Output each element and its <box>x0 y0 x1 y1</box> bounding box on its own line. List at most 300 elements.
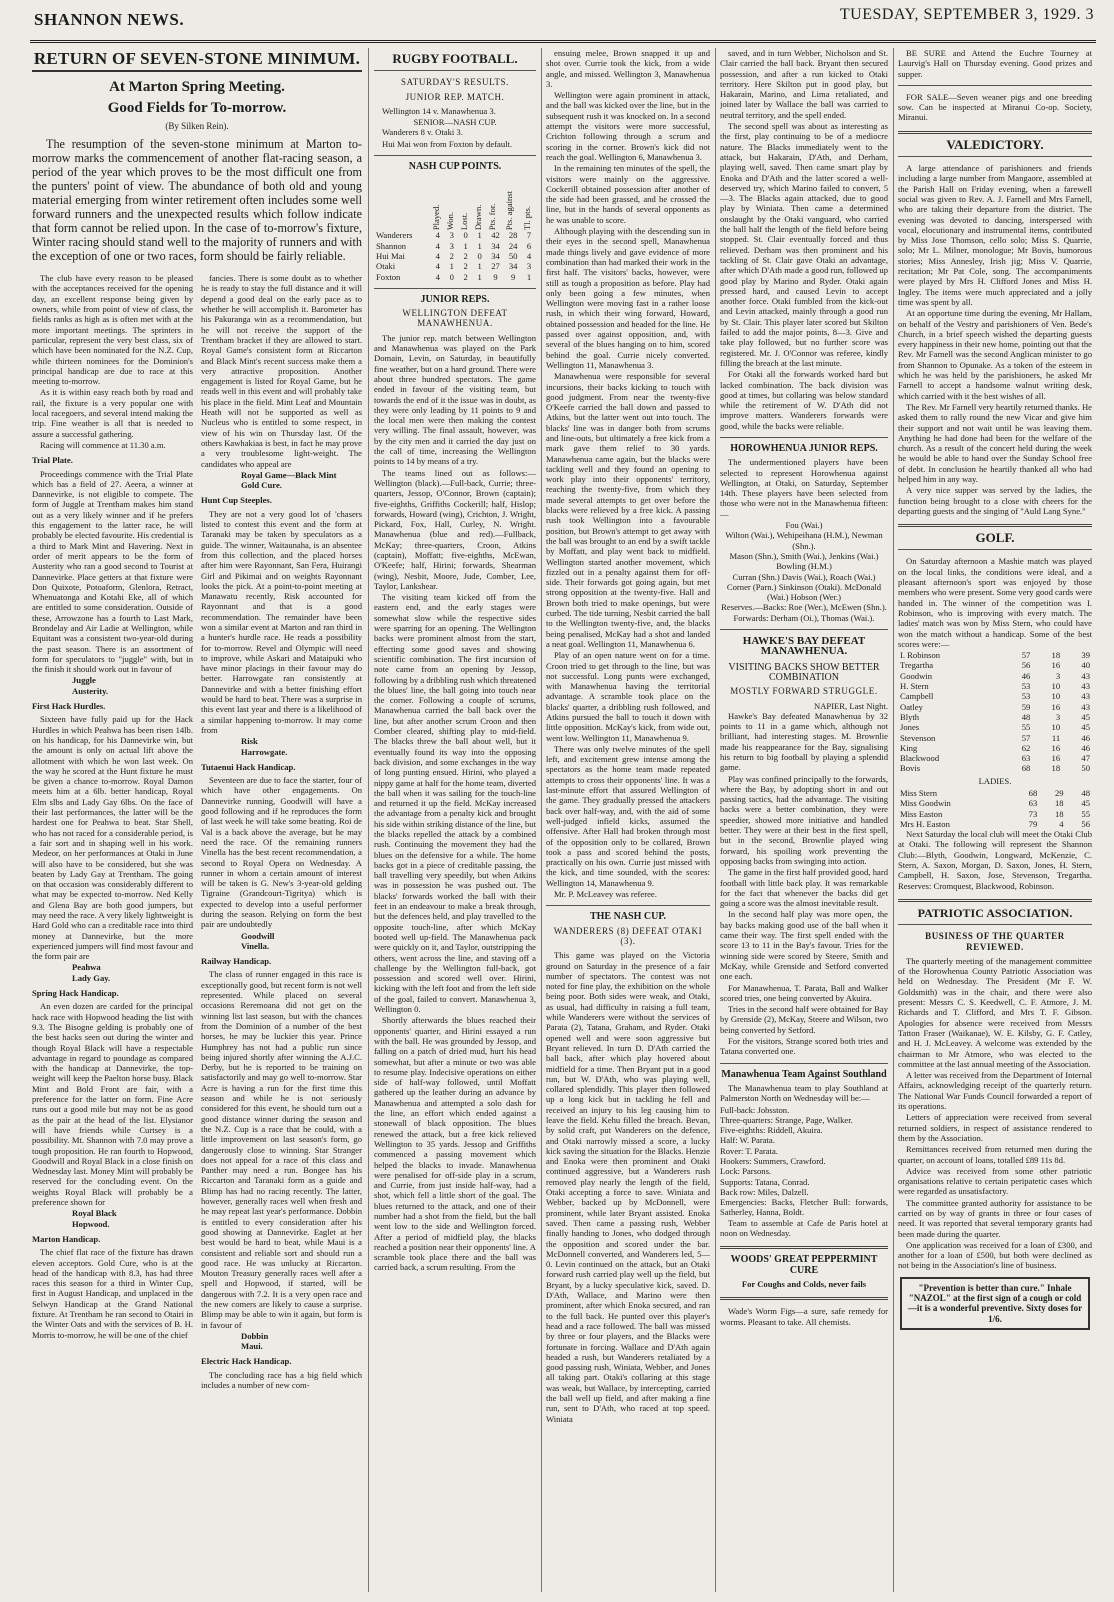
list-item: Half: W. Parata. <box>720 1135 775 1146</box>
railway-tip-2: Maui. <box>241 1341 263 1352</box>
col4-p3: For Otaki all the forwards worked hard but lacked combination. The back division was good at times, but collaring was below standard while the retirement of W. D'Ath did not improve matters. Wanderers forwards were good, while the backs were reliable. <box>720 369 888 431</box>
score-cell: 46 <box>1021 670 1031 681</box>
table-row <box>898 819 1092 829</box>
mw-p1: The Manawhenua team to play Southland at Palmerston North on Wednesday will be:— <box>720 1082 888 1104</box>
score-cell: 45 <box>1081 711 1090 722</box>
cell: 50 <box>508 250 518 261</box>
marton-tip-2: Gold Cure. <box>241 480 282 491</box>
drule <box>720 1246 888 1249</box>
worm-figs-ad: Wade's Worm Figs—a sure, safe remedy for worms. Pleasant to take. All chemists. <box>720 1306 888 1327</box>
rugby-column-3 <box>720 48 888 1592</box>
col-lost <box>459 176 473 230</box>
drule <box>898 524 1092 527</box>
first-hack-heading: First Hack Hurdles. <box>32 701 106 712</box>
cell: 24 <box>508 240 518 251</box>
junior-reps-p4: Shortly afterwards the blues reached their opponents' quarter, and Hirini essayed a run with the ball. He was grounded by Jessop, and falling on a patch of dried mud, hurt his head somewhat, but after a minute or two was able to resume play. Indecisive operations on either side of half-way followed, until Moffatt gathered up the leather during an advance by Manawhenua and attempted a solo dash for the line, an effort which ended against a stonewall of black opposition. The blues renewed the attack, but a free kick relieved Wellington to 35 yards. Jessop and Griffiths commenced a passing movement which helped the blacks to invade. Manawhenua were penalised for off-side play in a scrum, and Currie, from just inside half-way, had a shot, which fell a little short of the goal. The blues returned to the attack, and one of their number had a shot from the field, but the ball went low to the side and Wellington forced. After a period of midfield play, the blacks reached a position near their opponents' line. A scramble took place there and the ball was carried back, a scrum resulting. From the <box>374 1015 536 1273</box>
marton-heading: Marton Handicap. <box>32 1233 101 1244</box>
valedictory-p1: A large attendance of parishioners and friends including a large number from Mangaore, assembled at the Parish Hall on Friday evening, when a farewell social was given to Rev. A. J. Farnell and Mrs Farnell, who are taking their departure from the district. The evening was devoted to dancing, interspersed with vocal, elocutionary and instrumental items, contributed by Miss Jose Thomson, cello solo; Miss S. Quarrie, solo; Mr L. Milner, monologue; Mr Bovis, humorous stories; Miss Annesley, Irish jig; Miss V. Quarrie, recitation; Mr Pat Cole, song. The accompaniments were played by Mrs H. Clifford Jones and Miss H. Ingley. The items were much appreciated and a jolly time was spent by all. <box>898 163 1092 307</box>
patriotic-p4: Remittances received from returned men during the quarter, on account of loans, totalled £89 11s 8d. <box>898 1144 1092 1165</box>
spring-tip-1: Royal Black <box>72 1208 117 1219</box>
cell: 4 <box>526 250 532 261</box>
score-cell: 10 <box>1051 691 1061 702</box>
team-line: Reserves.—Backs: Roe (Wer.), McEwen (Shn.). Forwards: Derham (Oi.), Thomas (Wai.). <box>721 602 887 623</box>
cell: 9 <box>493 271 498 282</box>
col-pts-against <box>504 176 522 230</box>
spring-heading: Spring Hack Handicap. <box>32 988 119 999</box>
column-rule-2 <box>541 48 542 1592</box>
junior-reps-p3: The visiting team kicked off from the eastern end, and the early stages were somewhat slow while the respective sides were sparring for an opening. The Wellington backs were prominent almost from the start, effecting some good saves and showing scientific combination. The first incursion of note came from an opening by Jessop, following by a dribbling rush which threatened the blues' line, the ball going into touch near the corner. Following a couple of scrums, Manawhenua carried the ball back over the line, but after another scrum Croon and then Comber cleared, shifting play to mid-field. The blacks threw the ball about well, but it eventually found its way into the opposing back division, and some exchanges in the way of long punting ensued. Hirini, who played a nippy game at half for the home team, diverted the ball when it was sailing for the touch-line and returned it up the field. McKay increased the advantage from a penalty kick and brought his side within striking distance of the line, but the blacks repelled the attack by a combined rush. Continuing the movement they had the blues on the defensive for a while. The home backs got in a piece of creditable passing, the ball travelling very speedily, but when Atkins was in possession he was pushed out. The blacks' forwards worked the ball with their feet in an endeavour to make a break through, but the defences held, and play travelled to the opposite touch-line, after which McKay booted well up-field. The Manawhenua pack were quickly on it, and Taylor, outstripping the others, went across the line, and staving off a challenge by the Wellington full-back, got possession and scored well over. Hirini, kicking with the left foot and from the left side of the goal, failed to convert. Manawhenua 3, Wellington 0. <box>374 592 536 1015</box>
hb-p5: For Manawhenua, T. Parata, Ball and Walker scored tries, one being converted by Akuira. <box>720 982 888 1003</box>
cell: 34 <box>491 250 500 261</box>
team-name: Wanderers <box>376 230 413 241</box>
table-row <box>898 702 1092 712</box>
team-line: Fou (Wai.) <box>785 520 823 531</box>
col3-p4: Although playing with the descending sun in their eyes in the second spell, Manawhenua made things lively and gave evidence of more combination than had marked their work in the first half. The visitors' backs, however, were still as tough a proposition as before. Play had only been going a few minutes, when Wellington were moving fast in a rather loose rush, in which their wing forward, Howard, obtained possession and headed for the line. He passed over against opposition, and, with several of the blues hanging on to him, scored behind the goal. Currie nicely converted. Wellington 11, Manawhenua 3. <box>546 226 710 370</box>
score-cell: 16 <box>1051 660 1061 671</box>
golf-men-scores <box>898 650 1092 774</box>
table-row <box>898 753 1092 763</box>
drule <box>898 899 1092 902</box>
rule <box>898 85 1092 86</box>
col3-p3: In the remaining ten minutes of the spell, the visitors were mainly on the aggressive. Cockerill obtained possession after another of the side had been grassed, and he crossed the line, but in the hands of several opponents as he was unable to score. <box>546 163 710 225</box>
horowhenua-heading: HOROWHENUA JUNIOR REPS. <box>730 442 878 454</box>
player-name: King <box>900 742 918 753</box>
score-cell: 3 <box>1055 670 1061 681</box>
marton-cont: fancies. There is some doubt as to whether he is ready to stay the full distance and it will depend a good deal on the early pace as to whether he will accomplish it. Barometer has his Pakuranga win as a recommendation, but he will not receive the support of the Trentham bracket if they are allowed to start. Royal Game's consistent form at Riccarton and Black Mint's recent success make them a very attractive proposition. Another engagement is listed for Royal Game, but he reads well in this event and will probably take his place in the field. Mint Leaf and Mountain Heath will not be supported as well as Nucleus who is entitled to some respect, in view of his win on Thursday last. Of the others Kawhakiaa is best, in fact he may prove a very troublesome light-weight. The candidates who appeal are <box>201 273 362 469</box>
racing-headline: RETURN OF SEVEN-STONE MINIMUM. <box>33 49 361 68</box>
valedictory-p3: The Rev. Mr Farnell very heartily returned thanks. He asked them to rally round the new Vicar and give him their support and not wait until he was leaving them. Anything he had done had been for the welfare of the church. As a result of the concert held during the week he would be able to hand over the Sunday School free of debt. In conclusion he heartily thanked all who had helped him in any way. <box>898 401 1092 484</box>
hawkes-bay-subhead-1: VISITING BACKS SHOW BETTER COMBINATION <box>728 661 880 683</box>
manawhenua-team-heading: Manawhenua Team Against Southland <box>721 1068 887 1080</box>
score-cell: 68 <box>1021 763 1031 774</box>
rule <box>898 549 1092 550</box>
col3-p2: Wellington were again prominent in attack, and the ball was kicked over the line, but in the subsequent rush it was knocked on. In a second attempt the visitors were more successful, Crichton following through a scrum and scoring in the corner. Brown's kick did not reach the goal. Wellington 6, Manawhenua 3. <box>546 90 710 162</box>
masthead <box>34 6 1094 34</box>
railway-heading: Railway Handicap. <box>201 956 272 967</box>
table-row <box>374 261 536 271</box>
player-name: Miss Goodwin <box>900 798 951 809</box>
team-name: Shannon <box>376 240 407 251</box>
cell: 3 <box>449 230 454 241</box>
cell: 1 <box>477 230 482 241</box>
junior-reps-heading: JUNIOR REPS. <box>420 293 490 305</box>
score-cell: 55 <box>1021 722 1031 733</box>
mw-team-list <box>720 1105 888 1218</box>
col4-p2: The second spell was about as interesting as the first, play continuing to be of a mediocre nature. The Blacks immediately went to the attack, but Hakarain, D'Ath, and Derham, playing well, saved. Then came smart play by Enoka and D'Ath and the latter scored a well-deserved try, which Marino failed to convert, 5—3. The Blacks again attacked, due to good play by Winiata. Then came a determined onslaught by the Otaki vanguard, who carried the ball half the length of the field before being stopped. St. Clair eventually forced and thus relieved. Derham was then prominent and his tackling of St. Clair gave Otaki an advantage, after which D'Ath made a good run, followed up good play by Marino and Ryder. Otaki again pressed hard, and caused Levin to accept another force. Otaki fumbled from the kick-out and Levin attacked, mainly through a good run by St. Clair. This player later scored but Skilton failed to add the major points, 8—3. Give and take play followed, but no further score was registered. Mr. J. O'Connor was referee, kindly filling the breach at the last minute. <box>720 121 888 368</box>
racing-byline: (By Silken Rein). <box>165 120 229 131</box>
golf-p1: On Saturday afternoon a Mashie match was played on the local links, the conditions were ideal, and a pleasant afternoon's sport was enjoyed by those members who were present. Some very good cards were handed in. The winner of the competition was I. Robinson, who is improving with every match. The ladies' match was won by Miss Stern, who could have won the match without a handicap. Some of the best scores were:— <box>898 556 1092 649</box>
table-corner <box>374 176 431 230</box>
list-item: Rover: T. Parata. <box>720 1145 778 1156</box>
col3-p1: ensuing melee, Brown snapped it up and shot over. Currie took the kick, from a wide angle, and missed. Wellington 3, Manawhenua 3. <box>546 48 710 89</box>
rule <box>374 288 536 289</box>
score-cell: 79 <box>1028 818 1038 829</box>
hb-p7: For the visitors, Strange scored both tries and Tatana converted one. <box>720 1036 888 1057</box>
result-4: Hui Mai won from Foxton by default. <box>382 138 513 149</box>
team-line: Wilton (Wai.), Wehipeihana (H.M.), Newman (Shn.). <box>725 530 883 551</box>
trial-heading: Trial Plate. <box>32 455 73 466</box>
score-cell: 43 <box>1081 670 1090 681</box>
player-name: Bovis <box>900 763 921 774</box>
table-row <box>898 763 1092 773</box>
score-cell: 59 <box>1021 701 1031 712</box>
tutaenui-tip-2: Vinella. <box>241 940 270 951</box>
drule <box>720 1297 888 1300</box>
team-line: Mason (Shn.), Smith (Wai.), Jenkins (Wai.) <box>729 550 879 561</box>
hb-p6: Tries in the second half were obtained for Bay by Grenside (2), McKay, Steere and Wilson, two being converted by Setford. <box>720 1004 888 1035</box>
list-item: Five-eighths: Riddell, Akuira. <box>720 1125 823 1136</box>
racing-article <box>32 48 362 1592</box>
score-cell: 46 <box>1081 742 1090 753</box>
junior-rep-match: JUNIOR REP. MATCH. <box>405 91 505 102</box>
score-cell: 4 <box>1059 818 1064 829</box>
col4-p1: saved, and in turn Webber, Nicholson and St. Clair carried the ball back. Bryant then secured possession, and after a run kicked to Otaki territory. Here Skilton put in good play, but Hakarain, Marino, and Lima retaliated, and joined later by Wallace the ball was carried to neutral territory, and the spell ended. <box>720 48 888 120</box>
railway-text: The class of runner engaged in this race is exceptionally good, but recent form is not well represented. While placed on several occasions Reremoana did not get on the winning list last season, but with the chances from the Dominion of a number of the best horses, he may be luckier this year. Prince Humphrey has not had a public run since being injured shortly after winning the A.J.C. Derby, but he is reported to be training on satisfactorily and may go well to-morrow. Star Acre is having a run for the first time this season and while he is not seriously considered for this event, he should turn out a good distance winner during the season and the N.Z. Cup is a race that he could, with a little improvement on last season's form, go dangerously close to winning. Star Stranger does not appeal for a race of this class and Panther may need a run. Bongee has his Riccarton and Taranaki form as a guide and Blimp has had no racing recently. The latter, however, generally races well when fresh and he may repeat last year's performance. Dobbin is entitled to every consideration after his good showing at Dannevirke. Eaglet at her best would be hard to beat, while Maui is a consistent and reliable sort and should run a good race. He was unlucky at Riccarton. Mouton Treasury generally races well after a spell and Hopwood, if started, will be dangerous with 7.2. It is a very open race and the new comers are likely to cause a surprise. Blimp may be able to win it again, but form is in favour of <box>201 969 362 1330</box>
racing-header <box>32 49 362 72</box>
nazol-ad: "Prevention is better than cure." Inhale "NAZOL" at the first sign of a cough or cold—it is a wonderful preventive. Sixty doses for 1/6. <box>900 1277 1090 1330</box>
racing-col-b <box>201 273 362 1391</box>
col-pts-against-label: Pts. against <box>504 191 515 231</box>
cell: 1 <box>449 261 454 272</box>
team-name: Otaki <box>376 261 396 272</box>
cell: 34 <box>491 240 500 251</box>
cell: 3 <box>526 261 532 272</box>
score-cell: 18 <box>1051 763 1061 774</box>
racing-p1: The club have every reason to be pleased with the acceptances received for the opening day, an excellent response being given by owners, while from point of view of class, the fields ranks as high as is often met with at the more important meetings. The sprinters in particular, represent the very best class, six of which have been nominated for the N.Z. Cup, while thirteen nominees for the Dominion's principal handicap are due to race at this meeting to-morrow. <box>32 273 193 387</box>
score-cell: 3 <box>1055 711 1061 722</box>
nash-points-heading: NASH CUP POINTS. <box>408 161 502 173</box>
score-cell: 62 <box>1021 742 1031 753</box>
result-3: Wanderers 8 v. Otaki 3. <box>382 127 463 138</box>
hb-p3: The game in the first half provided good, hard football with little back play. It was remarkable for the fact that whenever the backs did get going a score was the almost inevitable result. <box>720 867 888 909</box>
patriotic-p6: The committee granted authority for assistance to be carried on by way of grants in three or four cases of need. It was reported that several temporary grants had been made during the quarter. <box>898 1197 1092 1239</box>
table-row <box>898 650 1092 660</box>
column-rule-1 <box>368 48 369 1592</box>
list-item: Supports: Tatana, Conrad. <box>720 1176 810 1187</box>
nash-cup-p1: This game was played on the Victoria ground on Saturday in the presence of a fair number of spectators. The contest was not noted for fine play, the exhibition on the whole being poor. Both sides were weak, and Otaki, as usual, had difficulty in raising a full team, while Wanderers were without the services of Parata (2), Tatana, Graham, and Ryder. Otaki opened well and were soon aggressive but Bryant relieved. In turn D. D'Ath carried the ball back, after which play hovered about midfield for a time. Then Bryant put in a good run, but W. D'Ath, who was playing well, collared splendidly. This player then followed up a long kick but in tackling he fell and received an injury to his leg causing him to leave the field. Kehu filled the breach. Bevan, by solid craft, put Wanderers on the defence, and Otaki narrowly missed a score, a lucky kick saving the situation for the Blacks. Henzie and Enoka were then prominent and Otaki continued aggressive, but a Wanderers rush removed play nearly the length of the field, Otaki accepting a force to save. Winiata and Webber, backed up by McDonnell, were prominent, while later Bryant assisted. Enoka saved. Then came a passing rush, Webber finally handing to Jones, who dodged through the opposition and scored under the bar. McDonnell converted, and Wanderers led, 5—0. Levin continued on the attack, but an Otaki forward rush carried play well up the field, but Bryant, by a lucky speculative kick, saved. D. D'Ath, Wallace, and Marino were then prominent, after which Enoka secured, and ran to the full back. He punted over this player's head and a race followed. The ball was missed by three or four players, and the Blacks were fortunate in forcing. Wallace and D'Ath again headed a rush, but Wanderers retaliated by a good passing rush, Winiata, Webber, and Jones all taking part. Otaki's collaring at this stage was weak, but Wallace, by intercepting, carried the ball well up field, and after making a fine run, sent to D'Ath, who raced at top speed. Winiata <box>546 950 710 1424</box>
score-cell: 57 <box>1021 732 1031 743</box>
score-cell: 50 <box>1081 763 1090 774</box>
patriotic-p3: Letters of appreciation were received from several returned soldiers, in respect of assistance rendered to them by the Association. <box>898 1112 1092 1143</box>
col-total-label: Tl. pts. <box>521 206 532 231</box>
patriotic-p1: The quarterly meeting of the management committee of the Horowhenua County Patriotic Association was held on Wednesday. The President (Mr F. W. Goldsmith) was in the chair, and there were also present: Messrs C. S. Keedwell, C. F. Atmore, J. M. Richards and T. Clifford, and Mrs T. F. Gibson. Apologies for absence were received from Messrs Tatton Fraser (Waikanae), W. E. Kilsby, G. F. Catley, and H. J. McLeavey. A welcome was extended by the chairman to Mr Atmore, who was elected to the committee at the last annual meeting of the Association. <box>898 955 1092 1069</box>
cell: 3 <box>449 240 454 251</box>
hawkes-bay-subhead-2: MOSTLY FORWARD STRUGGLE. <box>730 686 878 697</box>
table-row <box>898 798 1092 808</box>
euchre-ad: BE SURE and Attend the Euchre Tourney at Laurvig's Hall on Thursday evening. Good prizes and supper. <box>898 48 1092 79</box>
cell: 4 <box>435 250 440 261</box>
hunt-tip-1: Risk <box>241 736 258 747</box>
player-name: Tregartha <box>900 660 934 671</box>
col-lost-label: Lost. <box>458 212 469 231</box>
right-column <box>898 48 1092 1592</box>
valedictory-p2: At an opportune time during the evening, Mr Hallam, on behalf of the Vestry and parishioners of Ven. Bede's Church, in a brief speech wished the departing guests every happiness in their new home, pointing out that the Rev. Mr Farnell was the second Anglican minister to go from Shannon to Opunake. As a token of the esteem in which he was held by the parishioners, he asked Mr Farnell to accept a handsome walnut writing desk, which carried with it the best wishes of all. <box>898 308 1092 401</box>
table-row <box>898 691 1092 701</box>
score-cell: 39 <box>1081 650 1090 661</box>
table-row <box>374 241 536 251</box>
for-sale-ad: FOR SALE—Seven weaner pigs and one breeding sow. Can be inspected at Miranui Co-op. Society, Miranui. <box>898 91 1092 123</box>
rule <box>898 156 1092 157</box>
score-cell: 10 <box>1051 722 1061 733</box>
player-name: Goodwin <box>900 670 932 681</box>
score-cell: 18 <box>1055 808 1064 819</box>
score-cell: 43 <box>1081 701 1090 712</box>
score-cell: 48 <box>1081 788 1090 798</box>
list-item: Three-quarters: Strange, Page, Walker. <box>720 1114 853 1125</box>
drule <box>898 131 1092 134</box>
cell: 7 <box>526 230 532 241</box>
railway-tip-1: Dobbin <box>241 1330 269 1341</box>
score-cell: 43 <box>1081 681 1090 692</box>
masthead-rule <box>30 40 1096 43</box>
score-cell: 57 <box>1021 650 1031 661</box>
cell: 1 <box>463 240 468 251</box>
player-name: Miss Stern <box>900 788 938 798</box>
patriotic-p7: One application was received for a loan of £300, and another for a loan of £500, but both were declined as not being in the Association's line of business. <box>898 1239 1092 1271</box>
result-1: Wellington 14 v. Manawhenua 3. <box>382 105 496 116</box>
player-name: H. Stern <box>900 681 929 692</box>
score-cell: 40 <box>1081 660 1090 671</box>
electric-heading: Electric Hack Handicap. <box>201 1356 292 1367</box>
list-item: Lock: Parsons. <box>720 1166 772 1177</box>
team-line: Bowling (H.M.) <box>776 561 832 572</box>
horowhenua-p1: The undermentioned players have been selected to represent Horowhenua against Wellington, at Otaki, on Saturday, September 14th. These players have been selected from those who were not in the Manawhenua fifteen:— <box>720 457 888 519</box>
marton-text: The chief flat race of the fixture has drawn eleven acceptors. Gold Cure, who is at the head of the handicap with 8.3, has had three races this season for a third in Winter Cup, first in August Handicap, and unplaced in the Selwyn Handicap at the Grand National fixture. At Trentham he ran second to Otairi in the Winter Oats and with the services of B. H. Morris to-morrow, he will be one of the chief <box>32 1247 193 1340</box>
nash-cup-heading: THE NASH CUP. <box>589 911 667 923</box>
rule <box>374 70 536 71</box>
rugby-headline: RUGBY FOOTBALL. <box>392 51 518 66</box>
cell: 2 <box>463 261 468 272</box>
hunt-heading: Hunt Cup Steeples. <box>201 495 272 506</box>
player-name: Mrs H. Easton <box>900 818 950 829</box>
cell: 27 <box>491 261 500 272</box>
racing-p2: As it is within easy reach both by road and rail, the fixture is a very popular one with local racegoers, and several intend making the trip. Fine weather is all that is needed to assure a successful gathering. <box>32 387 193 439</box>
list-item: Back row: Miles, Dalzell. <box>720 1186 809 1197</box>
spring-text: An even dozen are carded for the principal hack race with Hopwood heading the list with 9.3. The Bisogne gelding is probably one of the best hacks seen out during the winter and though Royal Black will have a respectable advantage in regard to poundage as compared with the handicap at Dannevirke, the top-weight will keep the Paelton horse busy. Black Mint and Bold Front are fair, with a preference for the latter on form. Fine Acre runs out a good mile but may not be as good as the pair at the head of the list. Elysianor will have friends while Curtsey is a possibility. Mt. Shannon with 7.0 may prove a tough proposition. He ran fourth to Hopwood, Goodwill and Royal Black in a close finish on Wednesday last. Money Mint will probably be reserved for the concluding event. On the weights Royal Black will probably be a preference shown for <box>32 1001 193 1208</box>
column-rule-4 <box>893 48 894 1592</box>
player-name: Jones <box>900 722 920 733</box>
hb-p4: In the second half play was more open, the bay backs making good use of the ball when it came their way. The first spell ended with the score 13 to 11 in the Bay's favour. Tries for the winning side were scored by Steere, Smith and McKay, while Grenside and Setford converted one each. <box>720 909 888 982</box>
col-played <box>431 176 445 230</box>
team-name: Foxton <box>376 271 401 282</box>
score-cell: 16 <box>1051 753 1061 764</box>
cell: 0 <box>463 230 468 241</box>
table-row <box>898 809 1092 819</box>
score-cell: 16 <box>1051 742 1061 753</box>
score-cell: 18 <box>1055 798 1064 809</box>
cell: 0 <box>449 271 454 282</box>
rule <box>374 155 536 156</box>
patriotic-p2: A letter was received from the Department of Internal Affairs, acknowledging receipt of the quarterly return. The National War Funds Council forwarded a report of its operations. <box>898 1070 1092 1112</box>
score-cell: 46 <box>1081 732 1090 743</box>
cell: 0 <box>477 250 482 261</box>
rule <box>546 905 710 906</box>
cell: 1 <box>477 271 482 282</box>
col3-p5: Manawhenua were responsible for several incursions, their backs kicking to touch with good judgment. From near the twenty-five O'Keefe carried the ball down and passed to Atkins, but the latter went out into touch. The blacks' line was in danger both from scrums and line-outs, but ultimately a free kick from a mark gave them relief to 30 yards. Manawhenua came again, but the blacks were tackling well and they found an opening to work play into their opponents' territory, reaching the twenty-five, from which they made several attempts to get over before the blacks were relieved by a free kick. A passing rush took Wellington into a favourable position, but Brown's attempt to get away with the ball was brought to an end by a swift tackle by Moffatt, and play went back to midfield. Wellington started another movement, which fizzled out in a penalty against them for off-side. Their forwards got going again, but met strong opposition at the twenty-five. Hall and Brown both tried to make openings, but were curbed. The tide turning, Nesbit carried the ball to the Wellington twenty-five, and, the blacks being penalised, McKay had a shot and landed a neat goal. Wellington 11, Manawhenua 6. <box>546 371 710 649</box>
trial-tip-1: Juggle <box>72 675 96 686</box>
score-cell: 16 <box>1051 701 1061 712</box>
tutaenui-heading: Tutaenui Hack Handicap. <box>201 761 296 772</box>
col-won <box>445 176 459 230</box>
table-row <box>898 743 1092 753</box>
racing-subhead-1: At Marton Spring Meeting. <box>109 79 285 96</box>
col-total <box>522 176 536 230</box>
column-rule-3 <box>715 48 716 1592</box>
cell: 2 <box>463 250 468 261</box>
team-line: Curran (Shn.) Davis (Wai.), Roach (Wai.) <box>732 571 876 582</box>
col-pts-for-label: Pts. for. <box>486 203 497 231</box>
hunt-text: They are not a very good lot of 'chasers listed to contest this event and the form at Taranaki may be taken by speculators as a guide. The winner, Waitaunaha, is an absentee from this collection, and the placed horses after him were Rayonnant, San Fera, Huirangi Girl and Pikimai and on weights Rayonnant looks the pick. At a point-to-point meeting at Manawatu recently, Risk accounted for Rayonnant and that is a good recommendation. The remainder have been won a similar event at Marton and ran third in a hunter's hurdle race. He reads a possibility for to-morrow. Revel and Olympic will need to improve, while Askari and Mataipuki who have minor placings in their favour may do better. Harrowgate ran consistently at Dannevirke and with a better finishing effort would be hard to beat. There was a surprise in this event last year and there is a likelihood of a similar happening to-morrow. It may come from <box>201 508 362 735</box>
score-cell: 18 <box>1051 650 1061 661</box>
player-name: Blyth <box>900 711 920 722</box>
score-cell: 45 <box>1081 722 1090 733</box>
score-cell: 43 <box>1081 691 1090 702</box>
score-cell: 56 <box>1081 818 1090 829</box>
hawkes-bay-heading: HAWKE'S BAY DEFEAT MANAWHENUA. <box>742 635 866 658</box>
racing-p3: Racing will commence at 11.30 a.m. <box>40 439 166 450</box>
cell: 2 <box>463 271 468 282</box>
player-name: I. Robinson <box>900 650 941 661</box>
score-cell: 11 <box>1051 732 1061 743</box>
spring-tip-2: Hopwood. <box>72 1218 110 1229</box>
table-row <box>374 230 536 240</box>
rule <box>720 1063 888 1064</box>
col-played-label: Played. <box>430 204 441 231</box>
tutaenui-text: Seventeen are due to face the starter, four of which have other engagements. On Dannevirke running, Goodwill will have a good following and if he reproduces the form of last week he will take some beating. Roi de Val is a back above the average, but he may need the race. Of the remaining runners Vinella has the best recent recommendation, a second to Royal Opera on Wednesday. A runner in whom a certain amount of interest will be taken is G. New's 3-year-old gelding Tigraine (Grandcourt-Tigritya) which is expected to develop into a useful performer during the season. Relying on form the best pair are undoubtedly <box>201 775 362 930</box>
cell: 2 <box>449 250 454 261</box>
patriotic-p5: Advice was received from some other patriotic organisations relative to certain peripatetic cases which were regarded as unsatisfactory. <box>898 1165 1092 1197</box>
racing-subhead-2: Good Fields for To-morrow. <box>107 99 287 116</box>
score-cell: 56 <box>1021 660 1031 671</box>
cell: 1 <box>526 271 532 282</box>
list-item: Emergencies: Backs, Fletcher Bull: forwards, Satherley, Hanna, Boldt. <box>720 1197 888 1218</box>
score-cell: 10 <box>1051 681 1061 692</box>
first-hack-tip-2: Lady Gay. <box>72 972 111 983</box>
score-cell: 53 <box>1021 691 1031 702</box>
score-cell: 53 <box>1021 681 1031 692</box>
mw-note: Team to assemble at Cafe de Paris hotel at noon on Wednesday. <box>720 1217 888 1239</box>
racing-body <box>32 273 362 1391</box>
team-line: Corner (Parn.) Sinkinson (Otaki). McDonald (Wai.) Hobson (Wer.) <box>726 581 882 603</box>
cell: 28 <box>508 230 518 241</box>
woods-ad-heading: WOODS' GREAT PEPPERMINT CURE <box>730 1254 878 1276</box>
cell: 4 <box>435 261 440 272</box>
cell: 6 <box>526 240 532 251</box>
trial-text: Proceedings commence with the Trial Plate which has a field of 27. Aeera, a winner at Dannevirke, is not eligible to compete. The form of Juggle at Trentham makes him stand out as a very likely winner and if he prefers this engagement to the latter race, he will probably be elected favourite. His credential is a third to Mark Mint and Havering. Next in order of merit appears to be the form of Austerity who ran a good second to Tourist at Dannevirke. Place getters at that fixture were Don Quixote, Potoaform, Glenlora, Retract, Whenuatonga and Kotahi Eke, all of which are entitled to some consideration. Outside of these, Arrowzone has a fourth to Last Mark, Brondelay and Air Ladie at Wellington, while Equitant was a consistent two-year-old during the past season. There is an assortment of form for speculators to "juggle" with, but in the finish it should work out in favour of <box>32 468 193 675</box>
col-won-label: Won. <box>444 212 455 231</box>
col3-p7: There was only twelve minutes of the spell left, and excitement grew intense among the spectators as the home team made repeated attempts to cross their opponents' line. It was a last-minute effort that assured Wellington of the game. They gradually pressed the attackers back over half-way, and, with the aid of some well-judged infield kicks, assumed the offensive. After Hall had broken through most of the opposition only to be collared, Brown took a pass and scored behind the posts, practically on his own. Currie just missed with the kick, and time sounded, with the scores: Wellington 14, Manawhenua 9. <box>546 743 710 888</box>
rule <box>898 924 1092 925</box>
ladies-heading: LADIES. <box>978 775 1012 786</box>
player-name: Miss Easton <box>900 808 943 819</box>
first-hack-text: Sixteen have fully paid up for the Hack Hurdles in which Peahwa has been risen 14lb. on his handicap, for his Dannevirke win, but the amount is only on actual lift above the allotment with which he won last week. On the way he scored at the Hunt fixture he must be given a chance to-morrow. Royal Damon meets him at a 6lb. better handicap, Royal Elm slbs and Lady Gay 6lbs. On the face of their last performances, the latter will be the hardest one for Peahwa to beat. Star Shell, who has not raced for a considerable period, is a fair sort and in shaping well in his work. Medeor, on her performances at Otaki in June will also have to be considered, but she was beaten by Lady Gay at Trentham. The going on that occasion was considerably different to what may be expected to-morrow. Ned Kelly and Glena Bay are both good jumpers, but may need the race. A very likely lightweight is Hard Gold who can a creditable race into third money at Dannevirke, but the more experienced jumpers will find most favour and the form pair are <box>32 714 193 962</box>
first-hack-tip-1: Peahwa <box>72 962 101 973</box>
list-item: Full-back: Jobsston. <box>720 1104 790 1115</box>
tutaenui-tip-1: Goodwill <box>241 930 275 941</box>
junior-reps-subhead: WELLINGTON DEFEAT MANAWHENUA. <box>402 308 508 329</box>
cell: 1 <box>477 261 482 272</box>
score-cell: 29 <box>1055 788 1064 798</box>
cell: 4 <box>435 240 440 251</box>
table-row <box>374 272 536 282</box>
junior-reps-p2: The teams lined out as follows:— Wellington (black).—Full-back, Currie; three-quarters, Jessop, O'Connor, Brown (captain); five-eighths, Griffiths Cockerill; half, Hislop; forwards, Howard (wing), Crichton, J. Wright, Pickard, Fox, Hall, Curley, N. Wright. Manawhenua (blue and red).—Fullback, McKay; three-quarters, Croon, Atkins (captain), Moffatt; five-eighths, McEwan, O'Keefe; half, Hirini; forwards, Shearman (wing), Nesbit, Moore, Jude, Comber, Lee, Taylor, Lankshear. <box>374 467 536 591</box>
player-name: Stevenson <box>900 732 936 743</box>
score-cell: 45 <box>1081 798 1090 809</box>
table-row <box>898 681 1092 691</box>
horowhenua-team <box>720 520 888 623</box>
junior-reps-p1: The junior rep. match between Wellington and Manawhenua was played on the Park Domain, Levin, on Saturday, in beautifully fine weather, but on a hard ground. There were about three hundred spectators. The game ended in favour of the visiting team, but towards the end of it the issue was in doubt, as they were only leading by 11 points to 9 and the local men were then making the contest very willing. The final assault, however, was by the city men and it carried the day just on the call of time, increasing the Wellington points to 14 by means of a try. <box>374 332 536 467</box>
hb-p2: Play was confined principally to the forwards, where the Bay, by adopting short in and out passing tactics, had the advantage. The visiting backs were a better combination, they were speedier, showed more initiative and handled better. They were at their best in the first spell, but in the second, Brownlie played wing forward, his spoiling work preventing the opposing backs from swinging into action. <box>720 773 888 866</box>
score-cell: 73 <box>1028 808 1038 819</box>
rule <box>720 629 888 630</box>
cell: 4 <box>435 230 440 241</box>
col-drawn-label: Drawn. <box>472 204 483 231</box>
table-row <box>898 722 1092 732</box>
patriotic-heading: PATRIOTIC ASSOCIATION. <box>917 905 1073 920</box>
trial-tip-2: Austerity. <box>72 685 109 696</box>
player-name: Campbell <box>900 691 934 702</box>
table-row <box>374 251 536 261</box>
saturday-results: SATURDAY'S RESULTS. <box>401 77 509 88</box>
rugby-article <box>374 48 536 1592</box>
rugby-column-2 <box>546 48 710 1592</box>
marton-tip-1: Royal Game—Black Mint <box>241 469 337 480</box>
col-pts-for <box>487 176 505 230</box>
result-2: SENIOR—NASH CUP. <box>413 117 497 128</box>
score-cell: 63 <box>1021 753 1031 764</box>
electric-text: The concluding race has a big field which includes a number of new com- <box>201 1369 362 1391</box>
col-drawn <box>473 176 487 230</box>
score-cell: 47 <box>1081 753 1090 764</box>
col3-p6: Play of an open nature went on for a time. Croon tried to get through to the line, but was not successful. Long punts were exchanged, with Manawhenua having the territorial advantage. A scramble took place on the blacks' quarter, a dribbling rush followed, and Atkins pursued the ball to touch it down with little opposition. McKay's kick, from wide out, went low. Wellington 11, Manawhenua 9. <box>546 650 710 743</box>
cell: 42 <box>491 230 500 241</box>
hawkes-bay-dateline: NAPIER, Last Night. <box>814 700 888 711</box>
cell: 4 <box>435 271 440 282</box>
valedictory-heading: VALEDICTORY. <box>946 136 1044 152</box>
player-name: Blackwood <box>900 753 940 764</box>
woods-ad-subhead: For Coughs and Colds, never fails <box>741 1278 867 1289</box>
golf-heading: GOLF. <box>975 530 1015 546</box>
nash-cup-subhead: WANDERERS (8) DEFEAT OTAKI (3). <box>553 925 703 946</box>
rule <box>720 437 888 438</box>
team-name: Hui Mai <box>376 250 405 261</box>
paper-name: SHANNON NEWS. <box>34 10 185 29</box>
patriotic-subhead: BUSINESS OF THE QUARTER REVIEWED. <box>925 931 1065 952</box>
table-row <box>898 671 1092 681</box>
col3-p8: Mr. P. McLeavey was referee. <box>554 889 657 900</box>
table-row <box>898 712 1092 722</box>
racing-lead: The resumption of the seven-stone minimum at Marton to-morrow marks the commencement of another flat-racing season, a period of the year which proves to be the most difficult one from the punters' point of view. The abundance of both old and young material emerging from winter retirement often includes some well forward runners and the unexpected results which follow indicate that form cannot be relied upon. In the case of to-morrow's fixture, Winter racing should stand well to the majority of runners and with the exception of one or two races, form should be fairly reliable. <box>32 137 362 264</box>
score-cell: 68 <box>1028 788 1038 798</box>
score-cell: 63 <box>1028 798 1038 809</box>
cell: 1 <box>477 240 482 251</box>
table-row <box>898 788 1092 798</box>
issue-date: TUESDAY, SEPTEMBER 3, 1929. 3 <box>839 6 1094 23</box>
player-name: Oatley <box>900 701 923 712</box>
hunt-tip-2: Harrowgate. <box>241 746 288 757</box>
valedictory-p4: A very nice supper was served by the ladies, the function being brought to a close with cheers for the departing guests and the singing of "Auld Lang Syne." <box>898 485 1092 516</box>
cell: 34 <box>508 261 518 272</box>
cell: 9 <box>510 271 516 282</box>
golf-ladies-scores <box>898 788 1092 829</box>
golf-p2: Next Saturday the local club will meet the Otaki Club at Otaki. The following will represent the Shannon Club:—Blyth, Goodwin, Longward, McKenzie, C. Stern, A. Saxon, Morgan, D. Saxon, Jones, H. Stern, Campbell, H. Saxon, Jose, Stevenson, Tregartha. Reserves: Cromquest, Blackwood, Robinson. <box>898 829 1092 891</box>
nash-points-table <box>374 176 536 281</box>
table-row <box>898 733 1092 743</box>
hb-p1: Hawke's Bay defeated Manawhenua by 32 points to 11 in a game which, although not brilliant, had interesting stages. M. Brownlie made his reappearance for the Bay, signalising his return to big football by playing a splendid game. <box>720 710 888 773</box>
list-item: Hookers: Summers, Crawford. <box>720 1155 826 1166</box>
score-cell: 48 <box>1021 711 1031 722</box>
racing-col-a <box>32 273 193 1391</box>
